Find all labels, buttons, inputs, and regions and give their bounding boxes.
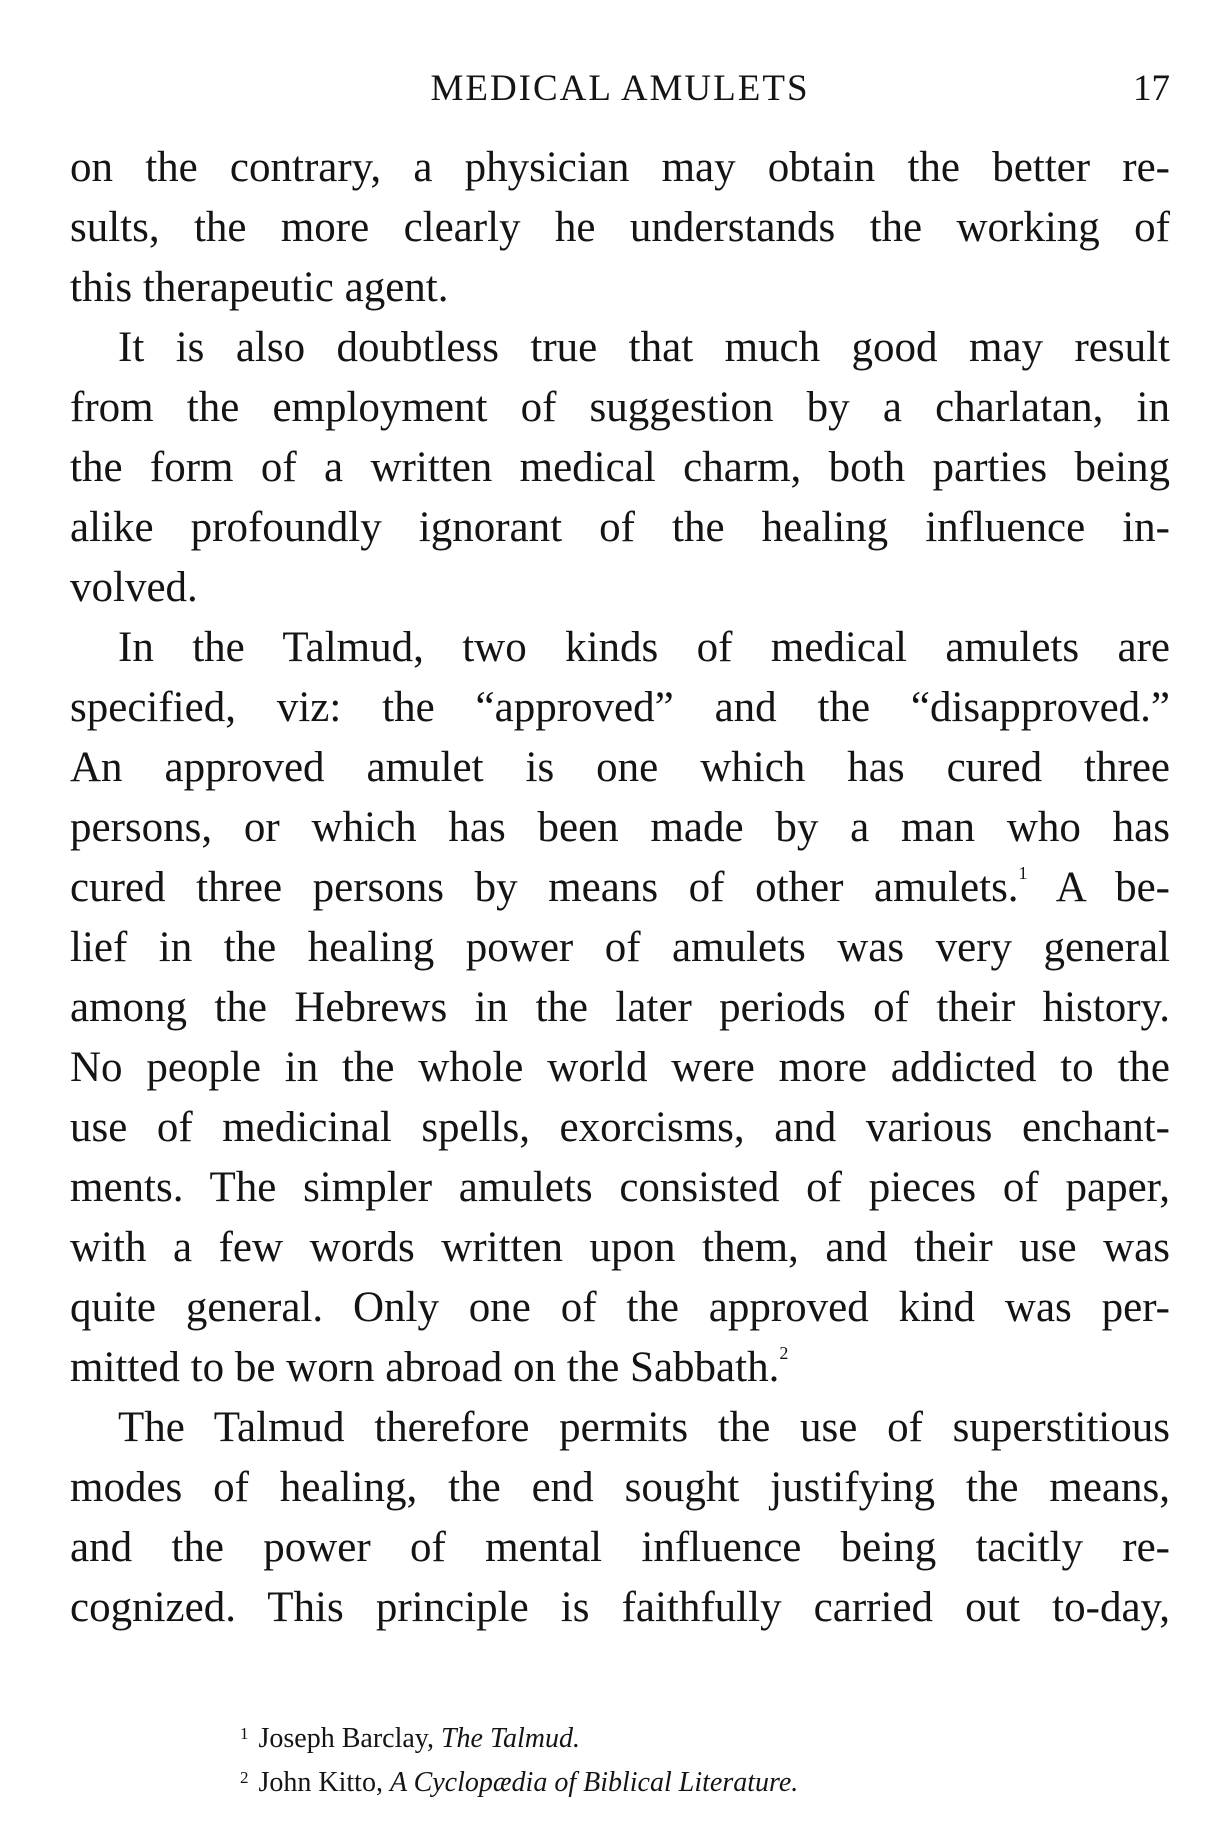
text-line: sults, the more clearly he understands the working of [70,204,1170,251]
footnote-author: John Kitto, [258,1767,383,1798]
footnote-title: The Talmud. [440,1723,580,1754]
text-line-segment: A be- [1055,864,1170,911]
footnote-author: Joseph Barclay, [258,1723,434,1754]
text-line-with-note [70,1338,1170,1398]
text-line: the form of a written medical charm, both parties being [70,444,1170,491]
text-line: this therapeutic agent. [70,264,449,311]
running-head [70,64,1170,114]
footnote-title: A Cyclopædia of Biblical Literature. [389,1767,799,1798]
text-line: on the contrary, a physician may obtain the better re- [70,144,1170,191]
footnote-mark: 2 [240,1768,249,1787]
text-line-segment: cured three persons by means of other amulets. [70,864,1019,911]
footnote-reference[interactable]: 2 [779,1343,789,1363]
footnote-2 [240,1756,1140,1800]
text-line: ments. The simpler amulets consisted of pieces of paper, [70,1164,1170,1211]
text-line: and the power of mental influence being tacitly re- [70,1524,1170,1571]
text-line-segment: mitted to be worn abroad on the Sabbath. [70,1344,780,1391]
footnote-mark: 1 [240,1724,249,1743]
page-number: 17 [1133,68,1170,109]
text-line: In the Talmud, two kinds of medical amulets are [118,624,1170,671]
body-text [70,138,1170,1638]
running-title: MEDICAL AMULETS [430,68,810,109]
footnote-1 [240,1712,1140,1756]
text-line: lief in the healing power of amulets was very general [70,924,1170,971]
text-line: alike profoundly ignorant of the healing influence in- [70,504,1170,551]
text-line: An approved amulet is one which has cured three [70,744,1170,791]
text-line: cognized. This principle is faithfully carried out to-day, [70,1584,1170,1631]
text-line: with a few words written upon them, and their use was [70,1224,1170,1271]
text-line: from the employment of suggestion by a charlatan, in [70,384,1170,431]
text-line-with-note [70,858,1170,918]
text-line: among the Hebrews in the later periods of their history. [70,984,1170,1031]
text-line: use of medicinal spells, exorcisms, and various enchant- [70,1104,1170,1151]
text-line: The Talmud therefore permits the use of superstitious [118,1404,1170,1451]
text-line: No people in the whole world were more addicted to the [70,1044,1170,1091]
text-line: persons, or which has been made by a man who has [70,804,1170,851]
text-line: specified, viz: the “approved” and the “disapproved.” [70,684,1170,731]
footnotes [240,1712,1140,1800]
text-line: It is also doubtless true that much good may result [118,324,1170,371]
text-line: volved. [70,564,198,611]
footnote-reference[interactable]: 1 [1018,863,1028,883]
text-line: quite general. Only one of the approved kind was per- [70,1284,1170,1331]
text-line: modes of healing, the end sought justifying the means, [70,1464,1170,1511]
